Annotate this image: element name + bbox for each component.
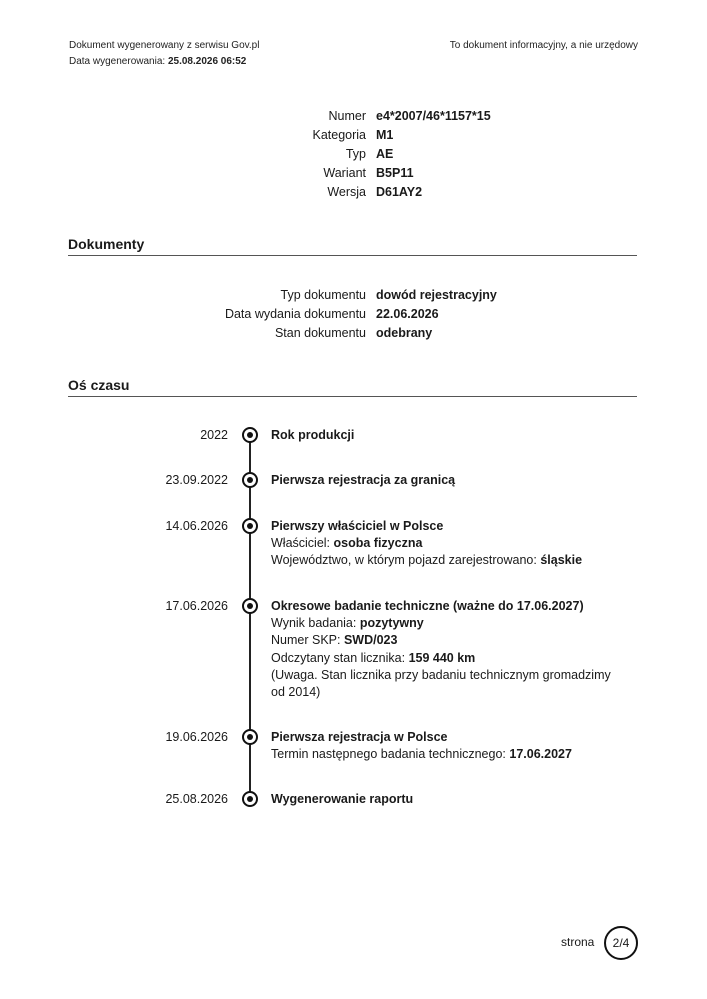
timeline-divider — [68, 396, 637, 397]
vehicle-value: e4*2007/46*1157*15 — [376, 109, 491, 123]
document-row — [0, 307, 707, 326]
timeline-dot-icon — [242, 472, 258, 488]
vehicle-value: B5P11 — [376, 166, 414, 180]
vehicle-value: M1 — [376, 128, 394, 142]
document-value: odebrany — [376, 326, 433, 340]
timeline-dot-icon — [242, 791, 258, 807]
timeline-event-line — [271, 632, 611, 649]
header-source: Dokument wygenerowany z serwisu Gov.pl — [69, 40, 260, 51]
document-label: Stan dokumentu — [274, 326, 366, 340]
header-generated-date — [69, 56, 246, 67]
line-value: osoba fizyczna — [333, 536, 423, 551]
timeline-date: 2022 — [200, 428, 228, 442]
timeline-event — [271, 518, 611, 570]
vehicle-label: Wariant — [323, 166, 366, 180]
document-row — [0, 288, 707, 307]
document-label: Data wydania dokumentu — [224, 307, 366, 321]
timeline-event — [271, 598, 611, 701]
vehicle-row — [0, 128, 707, 147]
document-row — [0, 326, 707, 345]
vehicle-label: Typ — [345, 147, 366, 161]
generated-date-value: 25.08.2026 06:52 — [167, 56, 247, 67]
line-label: Numer SKP: — [271, 633, 344, 648]
timeline-event-title: Pierwsza rejestracja za granicą — [271, 473, 456, 487]
line-value: śląskie — [540, 553, 583, 568]
timeline-date: 23.09.2022 — [165, 473, 228, 487]
timeline-event — [271, 791, 611, 808]
vehicle-row — [0, 147, 707, 166]
generated-date-label: Data wygenerowania: — [69, 56, 166, 67]
timeline-dot-icon — [242, 729, 258, 745]
timeline-date: 14.06.2026 — [165, 519, 228, 533]
timeline-date: 19.06.2026 — [165, 730, 228, 744]
timeline-event-line — [271, 746, 611, 763]
vehicle-label: Kategoria — [312, 128, 366, 142]
document-value: 22.06.2026 — [376, 307, 439, 321]
line-value: 17.06.2027 — [509, 747, 572, 762]
vehicle-row — [0, 109, 707, 128]
timeline-event-line — [271, 535, 611, 552]
line-label: Odczytany stan licznika: — [271, 650, 409, 665]
document-label: Typ dokumentu — [280, 288, 366, 302]
documents-title: Dokumenty — [68, 236, 145, 252]
vehicle-row — [0, 166, 707, 185]
line-value: SWD/023 — [343, 633, 398, 648]
documents-divider — [68, 255, 637, 256]
timeline-dot-icon — [242, 598, 258, 614]
timeline-event — [271, 729, 611, 763]
timeline-event-title: Okresowe badanie techniczne (ważne do 17.06.2027) — [271, 599, 584, 613]
vehicle-value: AE — [376, 147, 394, 161]
document-value: dowód rejestracyjny — [376, 288, 497, 302]
timeline-event-title: Rok produkcji — [271, 428, 355, 442]
timeline-title: Oś czasu — [68, 377, 130, 393]
timeline-dot-icon — [242, 518, 258, 534]
timeline-event-note: (Uwaga. Stan licznika przy badaniu technicznym gromadzimy od 2014) — [271, 667, 611, 700]
vehicle-label: Wersja — [327, 185, 366, 199]
line-label: Termin następnego badania technicznego: — [271, 747, 510, 762]
timeline-event — [271, 472, 611, 489]
vehicle-label: Numer — [328, 109, 366, 123]
timeline-dot-icon — [242, 427, 258, 443]
timeline-event-line — [271, 650, 611, 667]
timeline-date: 25.08.2026 — [165, 792, 228, 806]
page-number: 2/4 — [612, 936, 630, 950]
line-label: Wynik badania: — [271, 616, 360, 631]
vehicle-row — [0, 185, 707, 204]
timeline-event-line — [271, 615, 611, 632]
page-number-badge — [604, 926, 638, 960]
timeline-event-title: Pierwszy właściciel w Polsce — [271, 519, 444, 533]
line-label: Województwo, w którym pojazd zarejestrowano: — [271, 553, 541, 568]
line-value: pozytywny — [359, 616, 424, 631]
timeline-event — [271, 427, 611, 444]
timeline-event-line — [271, 552, 611, 569]
page-label: strona — [561, 935, 595, 949]
timeline-date: 17.06.2026 — [165, 599, 228, 613]
line-label: Właściciel: — [271, 536, 334, 551]
timeline-event-title: Pierwsza rejestracja w Polsce — [271, 730, 448, 744]
vehicle-value: D61AY2 — [376, 185, 423, 199]
timeline-event-title: Wygenerowanie raportu — [271, 792, 414, 806]
timeline-axis — [249, 435, 251, 800]
line-value: 159 440 km — [408, 650, 476, 665]
header-disclaimer: To dokument informacyjny, a nie urzędowy — [449, 40, 638, 51]
